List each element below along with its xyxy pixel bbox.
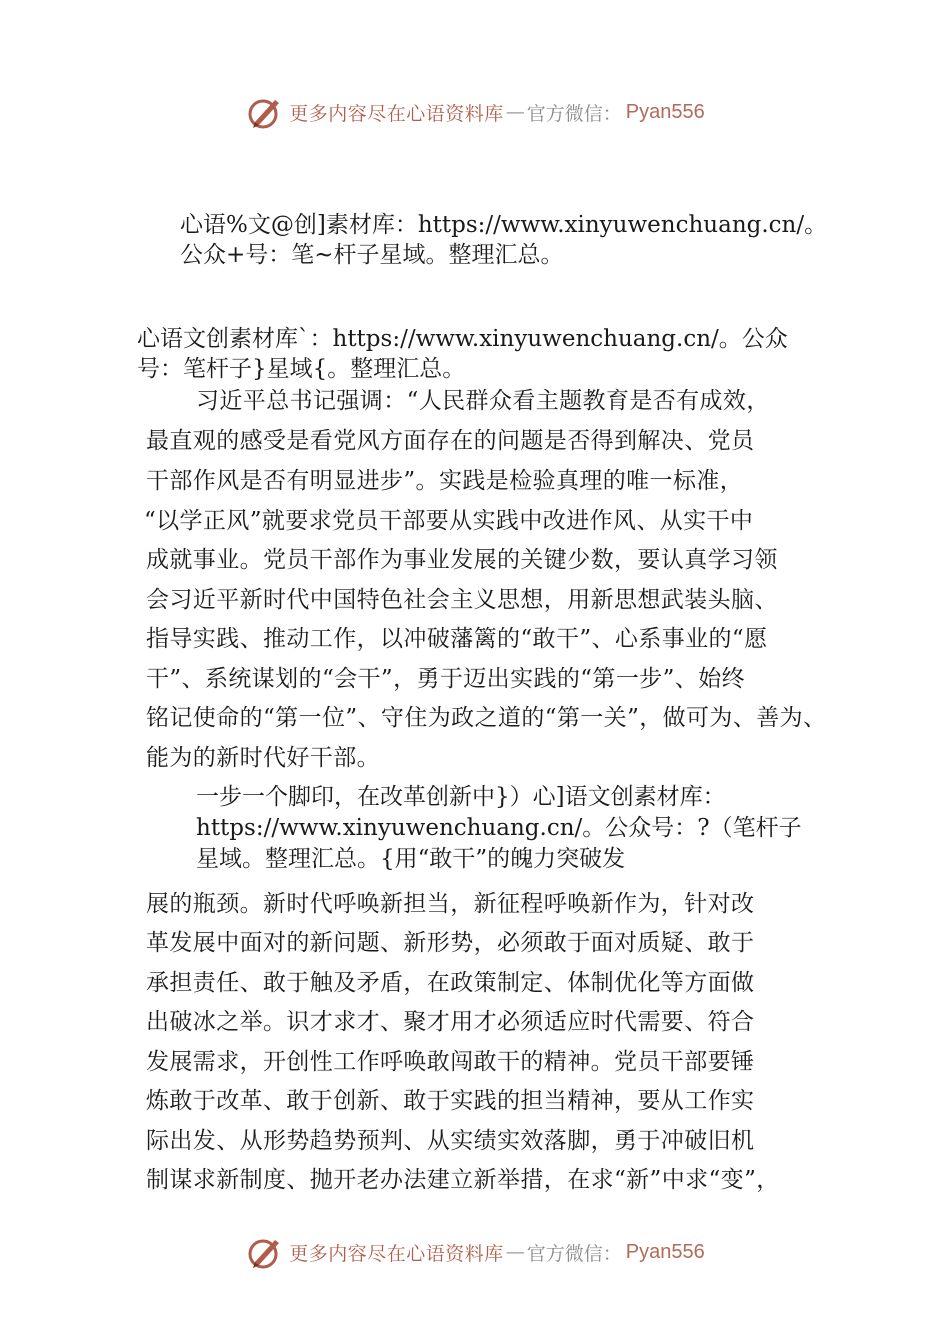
- paragraph-line: 干部作风是否有明显进步”。实践是检验真理的唯一标准，: [146, 468, 744, 494]
- banner-dash: —: [505, 101, 525, 123]
- paragraph-line: 能为的新时代好干部。: [146, 745, 380, 771]
- paragraph-line: 习近平总书记强调：“人民群众看主题教育是否有成效，: [196, 388, 770, 414]
- banner-wechat-id: Pyan556: [625, 100, 705, 123]
- banner-wechat-id: Pyan556: [625, 1240, 705, 1263]
- paragraph-line: 指导实践、推动工作，以冲破藩篱的“敢干”、心系事业的“愿: [146, 626, 768, 652]
- banner-text: 更多内容尽在心语资料库: [289, 1242, 504, 1265]
- pen-logo-icon: [245, 1232, 285, 1272]
- paragraph-line: 出破冰之举。识才求才、聚才用才必须适应时代需要、符合: [146, 1009, 755, 1035]
- paragraph-line: 炼敢于改革、敢于创新、敢于实践的担当精神，要从工作实: [146, 1088, 755, 1114]
- paragraph-line: 最直观的感受是看党风方面存在的问题是否得到解决、党员: [146, 428, 755, 454]
- banner-text: 更多内容尽在心语资料库: [289, 102, 504, 125]
- mixed-watermark-line: https://www.xinyuwenchuang.cn/。公众号：?（笔杆子: [196, 815, 802, 841]
- paragraph-line: 铭记使命的“第一位”、守住为政之道的“第一关”，做可为、善为、: [146, 705, 827, 731]
- banner-dash: —: [505, 1241, 525, 1263]
- pen-logo-icon: [245, 92, 285, 132]
- watermark-line: 公众+号：笔~杆子星域。整理汇总。: [180, 242, 564, 268]
- banner-sub: 官方微信：: [526, 102, 622, 125]
- footer-banner: [0, 1232, 950, 1272]
- paragraph-line: 发展需求，开创性工作呼唤敢闯敢干的精神。党员干部要锤: [146, 1049, 755, 1075]
- paragraph-line: 承担责任、敢于触及矛盾，在政策制定、体制优化等方面做: [146, 970, 755, 996]
- paragraph-line: “以学正风”就要求党员干部要从实践中改进作风、从实干中: [144, 508, 754, 534]
- paragraph-line: 际出发、从形势趋势预判、从实绩实效落脚，勇于冲破旧机: [146, 1128, 755, 1154]
- paragraph-line: 革发展中面对的新问题、新形势，必须敢于面对质疑、敢于: [146, 930, 755, 956]
- banner-sub: 官方微信：: [526, 1242, 622, 1265]
- mixed-watermark-line: 一步一个脚印，在改革创新中}）心]语文创素材库：: [196, 784, 726, 810]
- paragraph-line: 干”、系统谋划的“会干”，勇于迈出实践的“第一步”、始终: [146, 666, 745, 692]
- mixed-watermark-line: 星域。整理汇总。{用“敢干”的魄力突破发: [196, 846, 626, 872]
- paragraph-line: 会习近平新时代中国特色社会主义思想，用新思想武装头脑、: [146, 587, 778, 613]
- paragraph-line: 制谋求新制度、抛开老办法建立新举措，在求“新”中求“变”，: [146, 1167, 780, 1193]
- watermark-line: 心语文创素材库`：https://www.xinyuwenchuang.cn/。公众: [137, 326, 788, 352]
- watermark-line: 号：笔杆子}星域{。整理汇总。: [137, 356, 466, 382]
- paragraph-line: 展的瓶颈。新时代呼唤新担当，新征程呼唤新作为，针对改: [146, 891, 755, 917]
- header-banner: [0, 92, 950, 132]
- paragraph-line: 成就事业。党员干部作为事业发展的关键少数，要认真学习领: [146, 547, 778, 573]
- watermark-line: 心语%文@创]素材库：https://www.xinyuwenchuang.cn/。: [180, 212, 828, 238]
